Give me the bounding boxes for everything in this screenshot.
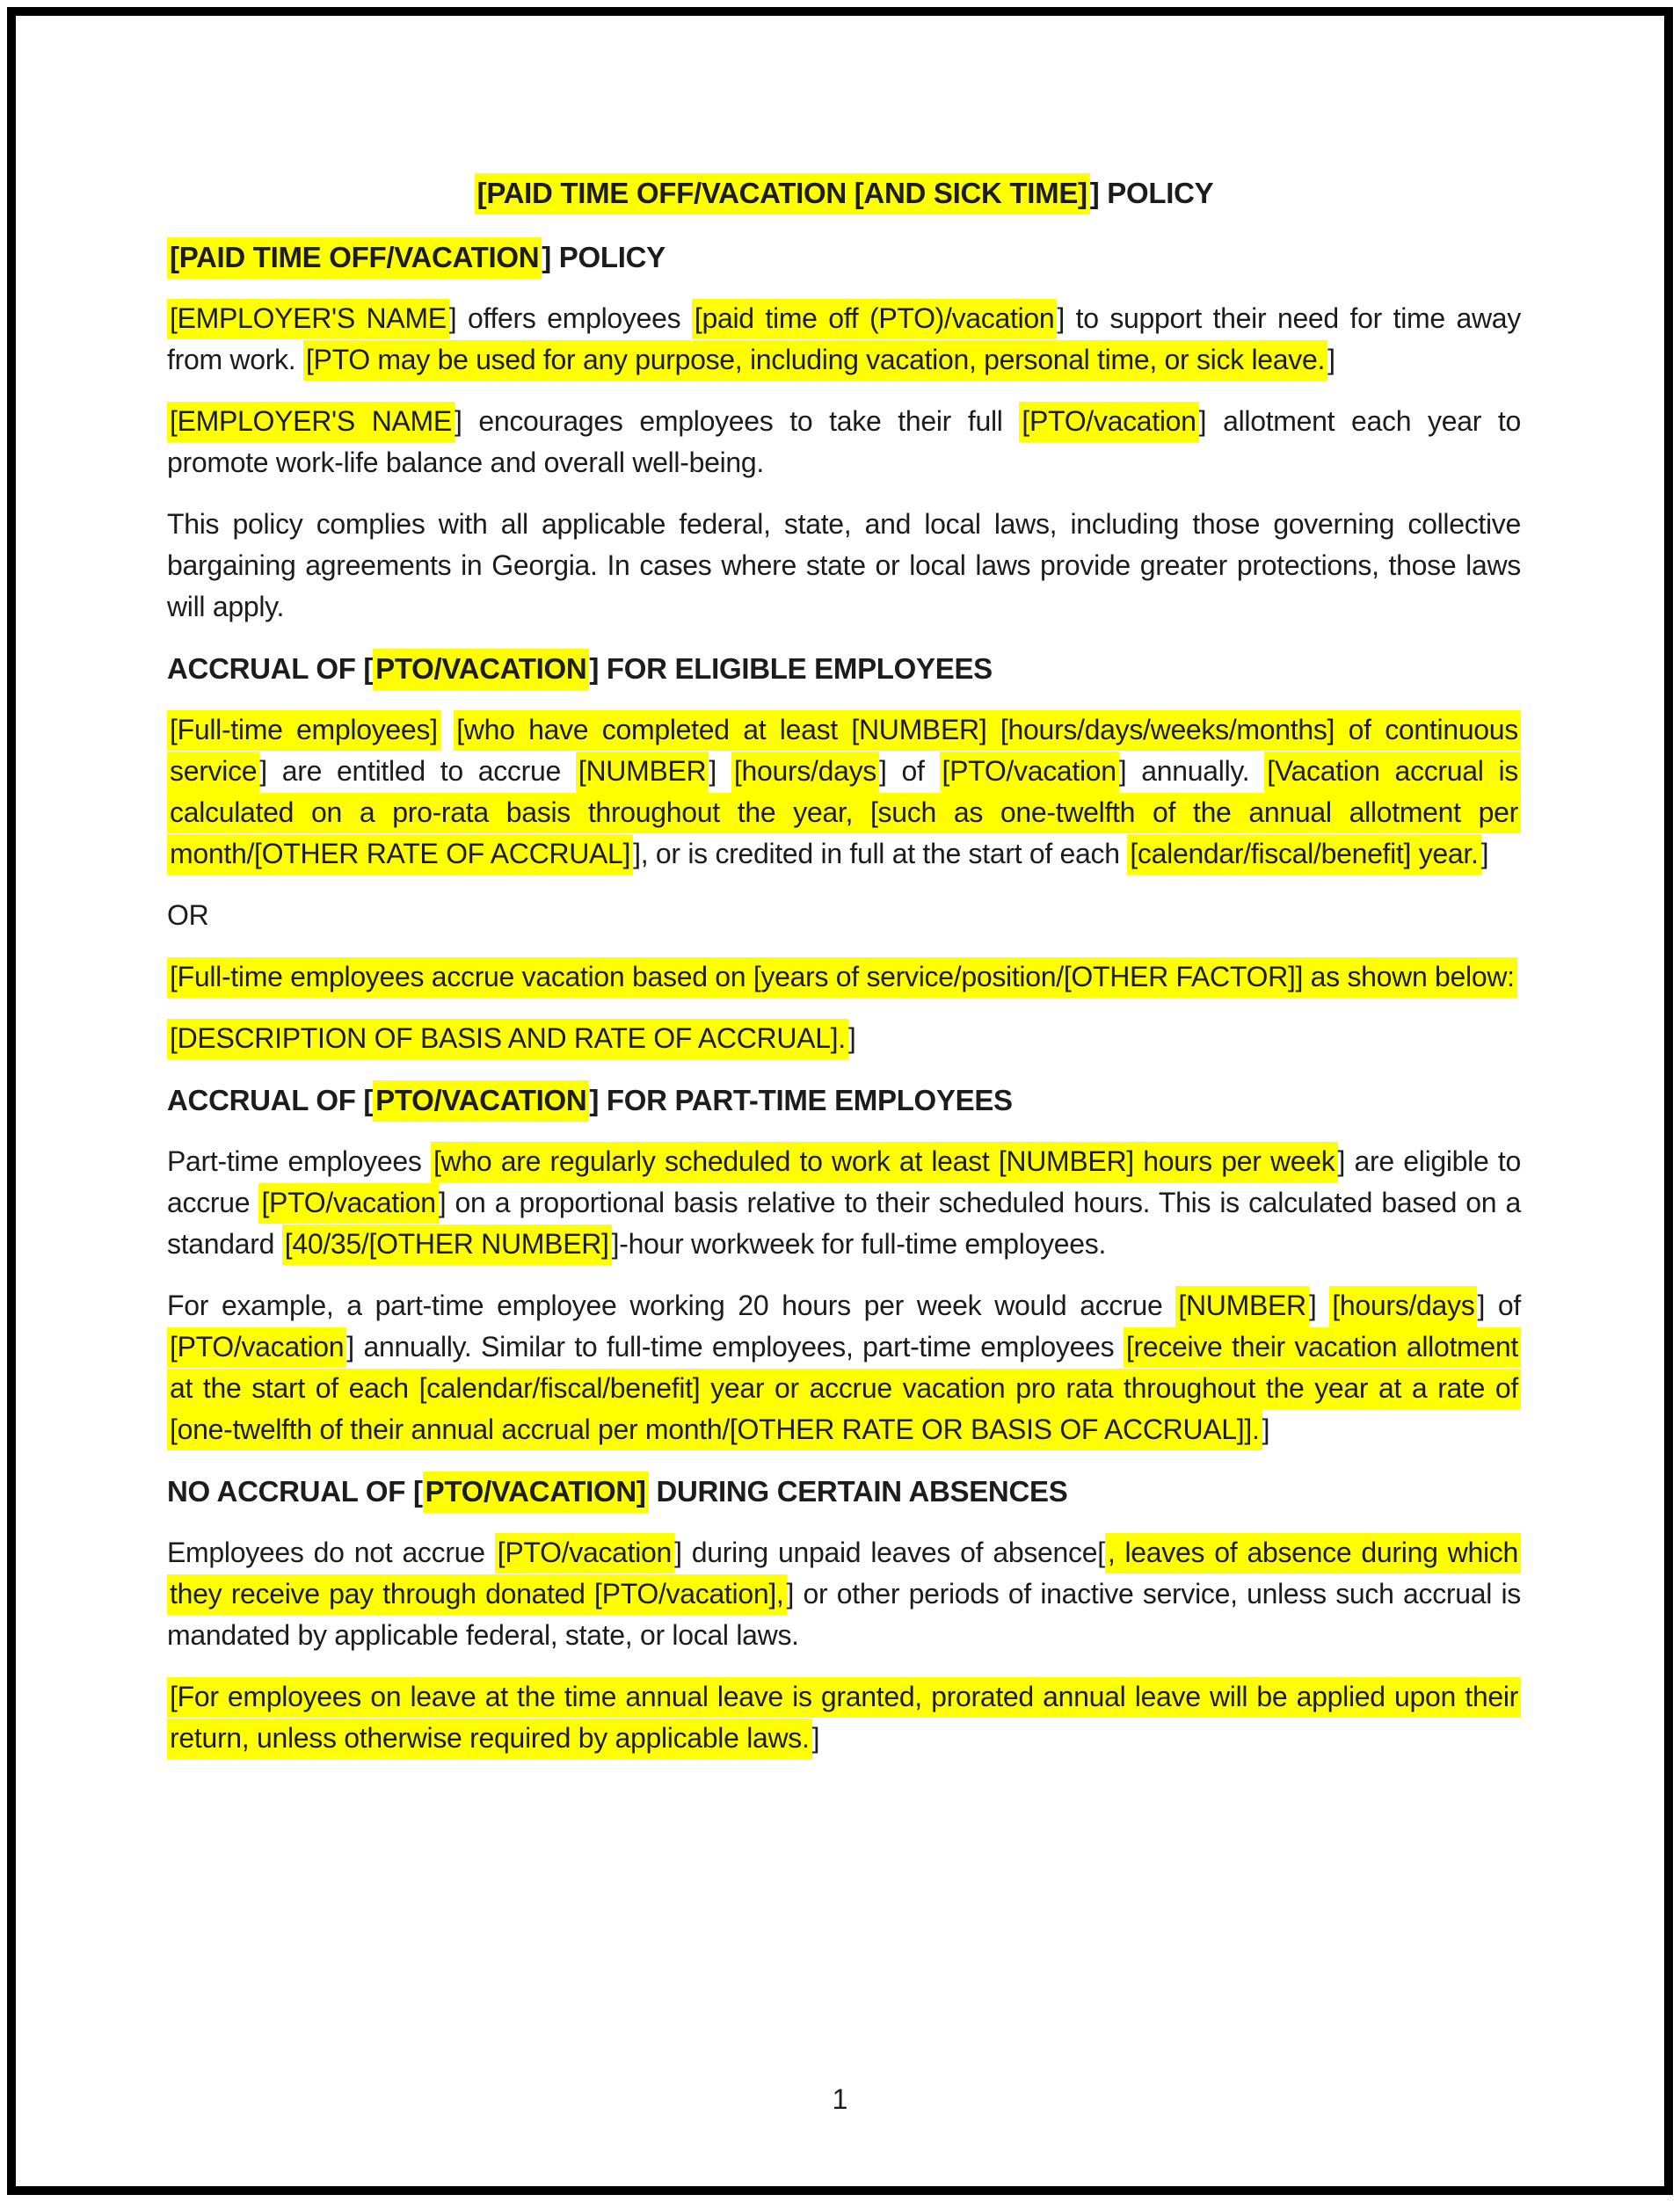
- para-fulltime-factor: [Full-time employees accrue vacation based on [years of service/position/[OTHER FACTOR]] as shown below:: [167, 956, 1521, 998]
- page-number: 1: [832, 2083, 848, 2115]
- para-encourage: [EMPLOYER'S NAME] encourages employees to take their full [PTO/vacation] allotment each year to promote work-life balance and overall well-being.: [167, 401, 1521, 483]
- policy-document: [167, 172, 1521, 1779]
- para-on-leave: [For employees on leave at the time annual leave is granted, prorated annual leave will be applied upon their return, unless otherwise required by applicable laws.]: [167, 1676, 1521, 1759]
- para-fulltime-accrual: [Full-time employees] [who have completed at least [NUMBER] [hours/days/weeks/months] of continuous service] are entitled to accrue [NUMBER] [hours/days] of [PTO/vacation] annually. [Vacation accrual is calculated on a pro-rata basis throughout the year, [such as one-twelfth of the annual allotment per month/[OTHER RATE OF ACCRUAL]], or is credited in full at the start of each [calendar/fiscal/benefit] year.]: [167, 709, 1521, 875]
- heading-no-accrual: NO ACCRUAL OF [PTO/VACATION] DURING CERTAIN ABSENCES: [167, 1471, 1521, 1512]
- para-complies: This policy complies with all applicable federal, state, and local laws, including those governing collective bargaining agreements in Georgia. In cases where state or local laws provide greater protections, those laws will apply.: [167, 508, 1521, 622]
- heading-accrual-parttime: ACCRUAL OF [PTO/VACATION] FOR PART-TIME EMPLOYEES: [167, 1079, 1521, 1121]
- para-no-accrue: Employees do not accrue [PTO/vacation] during unpaid leaves of absence[, leaves of absence during which they receive pay through donated [PTO/vacation],] or other periods of inactive service, unless such accrual is mandated by applicable federal, state, or local laws.: [167, 1532, 1521, 1656]
- para-parttime: Part-time employees [who are regularly scheduled to work at least [NUMBER] hours per week] are eligible to accrue [PTO/vacation] on a proportional basis relative to their scheduled hours. This is calculated based on a standard [40/35/[OTHER NUMBER]]-hour workweek for full-time employees.: [167, 1141, 1521, 1265]
- para-or: OR: [167, 899, 209, 931]
- document-title: [PAID TIME OFF/VACATION [AND SICK TIME]] POLICY: [167, 172, 1521, 214]
- para-offer: [EMPLOYER'S NAME] offers employees [paid time off (PTO)/vacation] to support their need for time away from work. [PTO may be used for any purpose, including vacation, personal time, or sick leave.]: [167, 298, 1521, 381]
- para-description: [DESCRIPTION OF BASIS AND RATE OF ACCRUAL].]: [167, 1018, 1521, 1059]
- para-example: For example, a part-time employee working 20 hours per week would accrue [NUMBER] [hours/days] of [PTO/vacation] annually. Similar to full-time employees, part-time employees [receive their vacation allotment at the start of each [calendar/fiscal/benefit] year or accrue vacation pro rata throughout the year at a rate of [one-twelfth of their annual accrual per month/[OTHER RATE OR BASIS OF ACCRUAL]].]: [167, 1285, 1521, 1450]
- heading-accrual-eligible: ACCRUAL OF [PTO/VACATION] FOR ELIGIBLE EMPLOYEES: [167, 648, 1521, 689]
- heading-policy: [PAID TIME OFF/VACATION] POLICY: [167, 236, 1521, 278]
